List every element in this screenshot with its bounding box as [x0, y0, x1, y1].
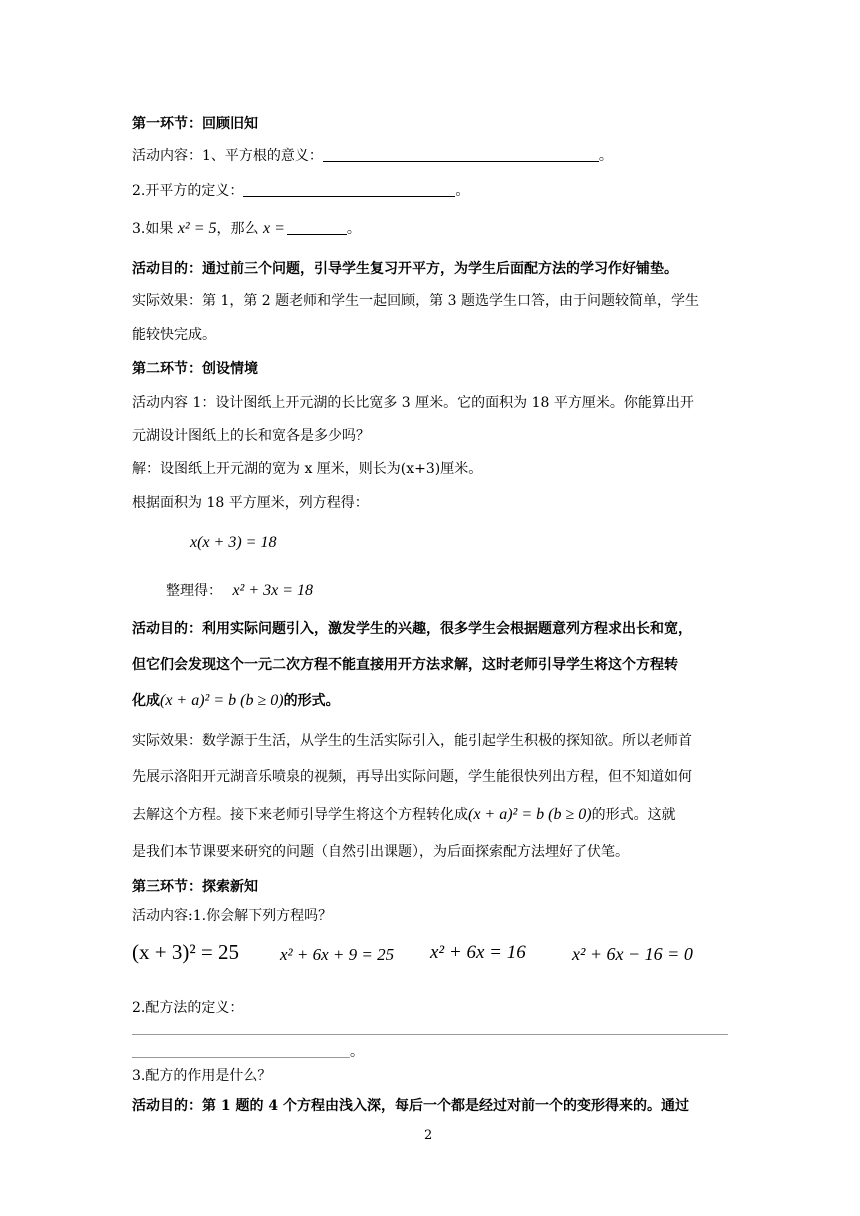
sec1-q2-text: 2.开平方的定义：	[132, 183, 244, 199]
sec2-purpose-line2: 但它们会发现这个一元二次方程不能直接用开方法求解，这时老师引导学生将这个方程转	[132, 657, 678, 673]
end-mark: 。	[346, 221, 361, 237]
sec2-area-line: 根据面积为 18 平方厘米，列方程得：	[132, 495, 369, 511]
sec1-q1-text: 活动内容：1、平方根的意义：	[132, 148, 323, 164]
sec3-def-label: 2.配方法的定义：	[132, 1000, 244, 1016]
sec2-effect-line2: 先展示洛阳开元湖音乐喷泉的视频，再导出实际问题，学生能很快列出方程，但不知道如何	[132, 769, 692, 785]
sec1-purpose: 活动目的：通过前三个问题，引导学生复习开平方，为学生后面配方法的学习作好铺垫。	[132, 261, 678, 277]
equation-item: x² + 6x − 16 = 0	[572, 944, 693, 964]
equation-completed-square-form: (x + a)² = b (b ≥ 0)	[160, 692, 284, 709]
sec1-question-1	[132, 146, 613, 166]
sec2-content-line1: 活动内容 1：设计图纸上开元湖的长比宽多 3 厘米。它的面积为 18 平方厘米。你能算出开	[132, 395, 694, 411]
section3-title: 第三环节：探索新知	[132, 879, 258, 895]
sec2-effect-line4: 是我们本节课要来研究的问题（自然引出课题），为后面探索配方法埋好了伏笔。	[132, 844, 629, 860]
equation-arranged: x² + 3x = 18	[232, 582, 314, 599]
sec2-purpose-line3	[132, 691, 340, 711]
equation-area: x(x + 3) = 18	[190, 534, 277, 551]
answer-blank-1	[323, 147, 599, 162]
sec2-content-line2: 元湖设计图纸上的长和宽各是多少吗？	[132, 428, 370, 444]
sec2-effect-line1: 实际效果：数学源于生活，从学生的生活实际引入，能引起学生积极的探知欲。所以老师首	[132, 733, 692, 749]
sec1-question-2	[132, 181, 469, 201]
sec2-solution: 解：设图纸上开元湖的宽为 x 厘米，则长为(x+3)厘米。	[132, 461, 483, 477]
end-mark: 。	[598, 148, 613, 164]
sec3-purpose: 活动目的：第 1 题的 4 个方程由浅入深，每后一个都是经过对前一个的变形得来的。通过	[132, 1098, 689, 1114]
sec3-content-line1: 活动内容:1.你会解下列方程吗？	[132, 908, 333, 924]
arrange-label: 整理得：	[166, 583, 222, 599]
section1-title: 第一环节：回顾旧知	[132, 116, 258, 132]
sec1-effect-line1: 实际效果：第 1，第 2 题老师和学生一起回顾，第 3 题选学生口答，由于问题较简单，学生	[132, 293, 699, 309]
sec1-q3-prefix: 3.如果	[132, 221, 174, 237]
purpose-prefix: 化成	[132, 693, 160, 709]
sec2-arrange	[166, 581, 313, 601]
answer-line-full	[132, 1034, 728, 1035]
purpose-suffix: 的形式。	[283, 693, 340, 709]
page-number: 2	[424, 1128, 433, 1143]
sec3-question-3: 3.配方的作用是什么？	[132, 1068, 272, 1084]
equation-completed-square-form: (x + a)² = b (b ≥ 0)	[468, 806, 592, 823]
sec1-q3-mid: ，那么	[216, 221, 259, 237]
equation-x-equals: x =	[262, 220, 285, 237]
equation-item: x² + 6x = 16	[430, 942, 526, 963]
sec2-effect-line3	[132, 805, 676, 825]
section2-title: 第二环节：创设情境	[132, 361, 258, 377]
sec1-question-3	[132, 219, 361, 239]
effect-prefix: 去解这个方程。接下来老师引导学生将这个方程转化成	[132, 807, 468, 823]
end-mark: 。	[350, 1044, 364, 1060]
sec1-effect-line2: 能较快完成。	[132, 327, 216, 343]
answer-blank-2	[243, 182, 455, 197]
effect-suffix: 的形式。这就	[591, 807, 676, 823]
answer-blank-4	[132, 1043, 350, 1058]
answer-blank-3	[287, 220, 347, 235]
end-mark: 。	[455, 183, 470, 199]
sec2-purpose-line1: 活动目的：利用实际问题引入，激发学生的兴趣，很多学生会根据题意列方程求出长和宽，	[132, 621, 692, 637]
sec3-def-answer	[132, 1042, 364, 1062]
equation-x-squared-5: x² = 5	[177, 220, 217, 237]
equation-item: x² + 6x + 9 = 25	[280, 945, 395, 964]
equation-item: (x + 3)² = 25	[132, 940, 239, 964]
